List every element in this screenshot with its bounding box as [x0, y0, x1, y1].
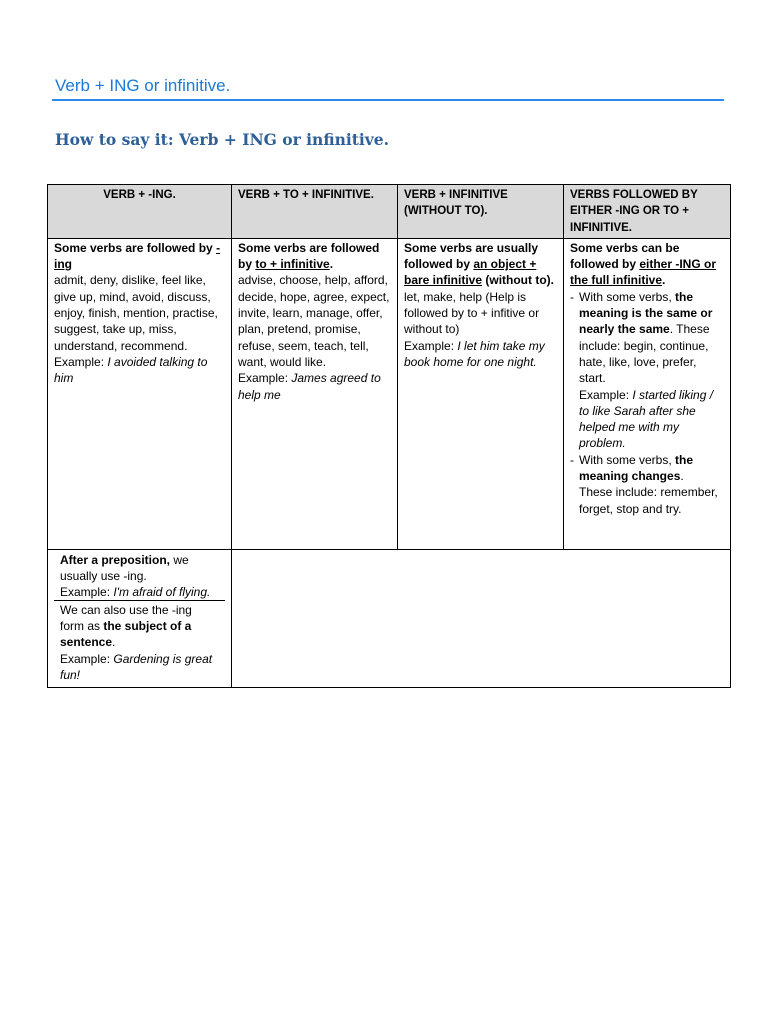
cell-verb-ing — [48, 238, 232, 549]
preposition-text: we usually use -ing. — [60, 552, 189, 584]
list-item-bold: the meaning changes — [579, 452, 694, 484]
cell-intro-end: (without to). — [482, 273, 555, 288]
preposition-note — [54, 551, 225, 601]
subject-end: . — [112, 635, 116, 650]
example-text: I started liking / to like Sarah after she helped me with my problem. — [579, 387, 714, 451]
verb-table — [47, 184, 731, 688]
table-row — [48, 549, 731, 687]
example-label: Example: — [60, 651, 114, 666]
subject-text: We can also use the -ing form as — [60, 602, 192, 634]
cell-intro: Some verbs are followed by — [238, 240, 380, 272]
cell-intro-underlined: either -ING or the full infinitive — [570, 257, 717, 288]
list-item — [570, 289, 724, 452]
cell-verb-list: let, make, help (Help is followed by to + infitive or without to) — [404, 289, 540, 337]
example-label: Example: — [60, 585, 114, 600]
example-label: Example: — [54, 354, 108, 369]
cell-verb-bare-infinitive — [398, 238, 564, 549]
cell-intro-underlined: -ing — [54, 240, 221, 272]
section-heading: How to say it: Verb + ING or infinitive. — [55, 130, 390, 149]
cell-intro-underlined: to + infinitive — [255, 257, 330, 272]
table-header-row — [48, 185, 731, 239]
cell-verb-to-infinitive — [232, 238, 398, 549]
list-item-more: These include: remember, forget, stop and try. — [579, 485, 718, 516]
list-item-bold: the meaning is the same or nearly the same — [579, 289, 713, 337]
cell-verb-either — [564, 238, 731, 549]
cell-verb-list: admit, deny, dislike, feel like, give up, mind, avoid, discuss, enjoy, finish, mention, practise, suggest, take up, miss, understand, recommend. — [54, 273, 218, 353]
header-verb-to-infinitive: VERB + TO + INFINITIVE. — [232, 185, 398, 239]
table-row — [48, 238, 731, 549]
example-label: Example: — [238, 371, 292, 386]
example-text: Gardening is great fun! — [60, 651, 213, 683]
cell-verb-list: advise, choose, help, afford, decide, hope, agree, expect, invite, learn, manage, offer, plan, pretend, promise, refuse, seem, teach, tell, want, would like. — [238, 273, 390, 369]
cell-intro-end: . — [329, 257, 334, 272]
cell-intro: Some verbs are followed by — [54, 240, 217, 255]
empty-cell — [232, 549, 731, 687]
example-text: I'm afraid of flying. — [113, 585, 211, 600]
header-verb-either: VERBS FOLLOWED BY EITHER -ING OR TO + INFINITIVE. — [564, 185, 731, 239]
example-text: I let him take my book home for one night. — [404, 338, 545, 369]
list-item — [570, 452, 724, 517]
example-label: Example: — [404, 338, 458, 353]
header-verb-bare-infinitive: VERB + INFINITIVE (WITHOUT TO). — [398, 185, 564, 239]
example-text: James agreed to help me — [238, 371, 381, 402]
list-item-text-end: . — [680, 469, 684, 484]
cell-intro-end: . — [662, 273, 666, 288]
cell-preposition-and-subject — [48, 549, 232, 687]
subject-bold: the subject of a sentence — [60, 619, 192, 650]
cell-intro: Some verbs are usually followed by — [404, 240, 539, 272]
list-item-text: With some verbs, — [579, 452, 676, 467]
preposition-bold: After a preposition, — [60, 552, 171, 567]
title-underline — [52, 99, 724, 101]
document-title: Verb + ING or infinitive. — [55, 76, 231, 95]
example-text: I avoided talking to him — [54, 354, 208, 386]
list-item-text-end: . These include: begin, continue, hate, like, love, prefer, start. — [579, 322, 710, 386]
dash-list — [570, 289, 724, 517]
example-label: Example: — [579, 387, 633, 402]
cell-intro: Some verbs can be followed by — [570, 240, 680, 272]
cell-intro-underlined: an object + bare infinitive — [404, 257, 537, 288]
header-verb-ing: VERB + -ING. — [48, 185, 232, 239]
list-item-text: With some verbs, — [579, 289, 676, 304]
subject-note — [54, 601, 225, 685]
